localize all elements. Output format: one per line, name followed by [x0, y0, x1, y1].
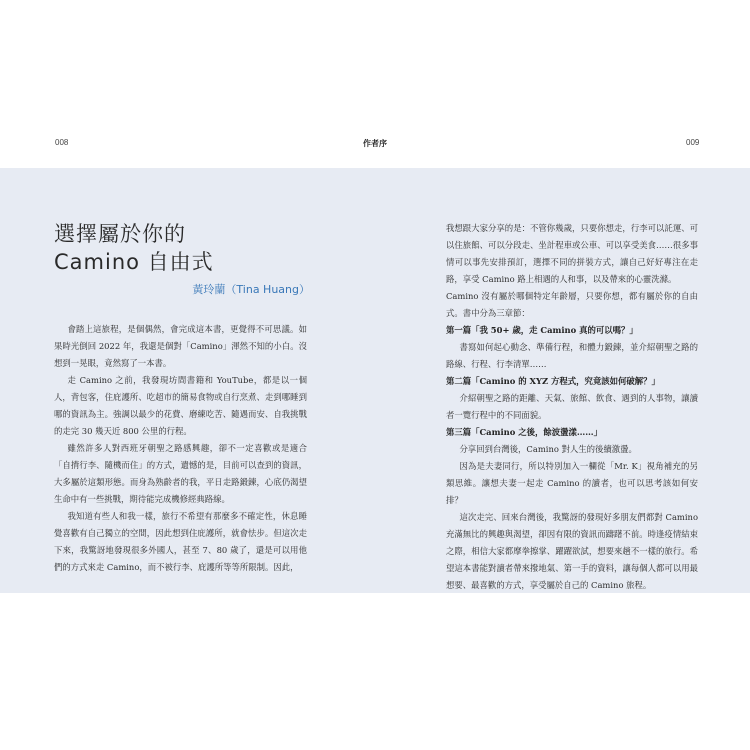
author-name: 黃玲蘭（Tina Huang） [192, 283, 310, 296]
paragraph: 這次走完、回來台灣後，我驚訝的發現好多朋友們都對 Camino 充滿無比的興趣與渴望，卻因有限的資訊而躊躇不前。時逢疫情結束之際，相信大家都摩拳擦掌、躍躍欲試，想要來趟不一樣的旅行。希望這本書能對讀者帶來撥地氣、第一手的資料，讓每個人都可以用最想要、最喜歡的方式，享受屬於自己的 Camino 旅程。 [446, 512, 698, 590]
title-line-1: 選擇屬於你的 [54, 222, 186, 246]
right-text-column [446, 220, 698, 594]
left-page-number: 008 [55, 138, 69, 147]
bottom-margin [0, 593, 750, 750]
chapter-title [54, 220, 314, 276]
paragraph: 走 Camino 之前，我發現坊間書籍和 YouTube，都是以一個人，背包客，住庇護所、吃超市的簡易食物或自行烹煮、走到哪睡到哪的資訊為主。強調以最少的花費、磨練吃苦、隨遇而安、自我挑戰的走完 30 幾天近 800 公里的行程。 [54, 375, 307, 436]
left-text-column [54, 321, 307, 576]
part-2-heading: 第二篇「Camino 的 XYZ 方程式，究竟該如何破解？」 [446, 376, 660, 386]
paragraph: 我想跟大家分享的是：不管你幾歲，只要你想走，行李可以託運、可以住旅館、可以分段走、坐計程車或公車、可以享受美食……很多事情可以事先安排預訂，選擇不同的拼裝方式，讓自己好好專注在走路，享受 Camino 路上相遇的人和事，以及帶來的心靈洗滌。 [446, 223, 698, 284]
right-page-number: 009 [686, 138, 700, 147]
title-line-2: Camino 自由式 [54, 250, 214, 274]
paragraph: 我知道有些人和我一樣，旅行不希望有那麼多不確定性，休息睡覺喜歡有自己獨立的空間，因此想到住庇護所，就會怯步。但這次走下來，我驚訝地發現很多外國人，甚至 7、80 歲了，還是可以用他們的方式來走 Camino，而不被行李、庇護所等等所限制。因此， [54, 511, 307, 572]
paragraph: 分享回到台灣後，Camino 對人生的後續激盪。 [459, 444, 637, 454]
paragraph: Camino 沒有屬於哪個特定年齡層，只要你想，都有屬於你的自由式。書中分為三章節： [446, 291, 698, 318]
paragraph: 介紹朝聖之路的距離、天氣、旅館、飲食、遇到的人事物，讓讀者一覽行程中的不同面貌。 [446, 393, 698, 420]
part-1-heading: 第一篇「我 50+ 歲，走 Camino 真的可以嗎？」 [446, 325, 638, 335]
paragraph: 雖然許多人對西班牙朝聖之路感興趣，卻不一定喜歡或是適合「自揹行李、隨機而住」的方式，遺憾的是，目前可以查到的資訊，大多屬於這類形態。而身為熟齡者的我，平日走路鍛鍊，心底仍渴望生命中有一些挑戰，期待能完成機修經典路線。 [54, 443, 307, 504]
part-3-heading: 第三篇「Camino 之後，餘波盪漾……」 [446, 427, 602, 437]
section-title: 作者序 [363, 139, 387, 148]
paragraph: 因為是夫妻同行，所以特別加入一欄從「Mr. K」視角補充的另類思維。讓想夫妻一起走 Camino 的讀者，也可以思考該如何安排？ [446, 461, 698, 505]
paragraph: 會踏上這旅程，是個偶然，會完成這本書，更覺得不可思議。如果時光倒回 2022 年，我還是個對「Camino」渾然不知的小白。沒想到一晃眼，竟然寫了一本書。 [54, 324, 307, 368]
paragraph: 書寫如何起心動念、準備行程，和體力鍛鍊，並介紹朝聖之路的路線、行程、行李清單…… [446, 342, 698, 369]
